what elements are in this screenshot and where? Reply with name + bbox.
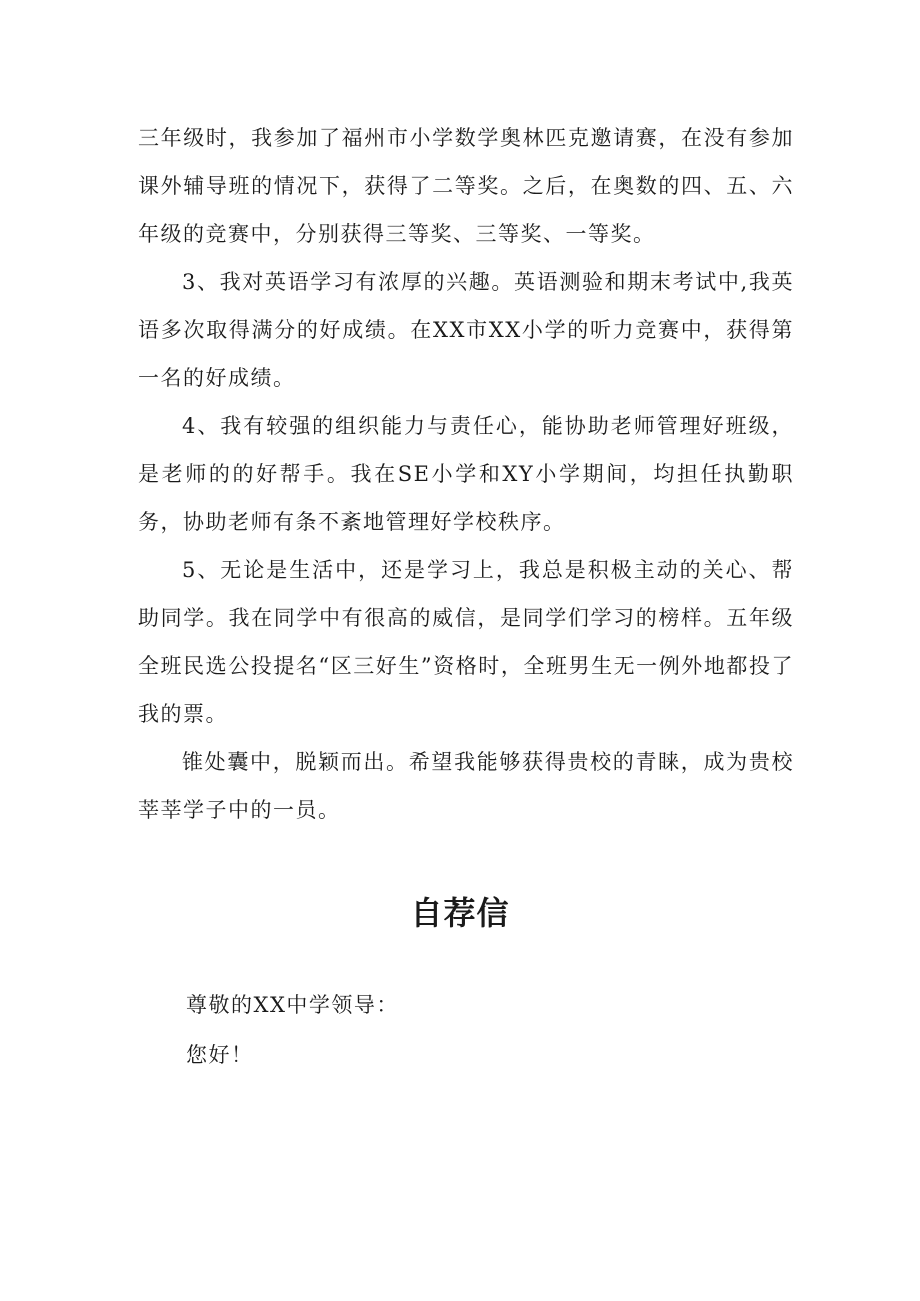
paragraph-continuation: 三年级时，我参加了福州市小学数学奥林匹克邀请赛，在没有参加课外辅导班的情况下，获得了二等奖。之后，在奥数的四、五、六年级的竞赛中，分别获得三等奖、三等奖、一等奖。: [138, 126, 794, 246]
letter-opening: [186, 980, 786, 1080]
paragraph-english: 3、我对英语学习有浓厚的兴趣。英语测验和期末考试中,我英语多次取得满分的好成绩。在XX市XX小学的听力竞赛中，获得第一名的好成绩。: [138, 270, 794, 390]
paragraph-closing: 锥处囊中，脱颖而出。希望我能够获得贵校的青睐，成为贵校莘莘学子中的一员。: [138, 750, 794, 822]
section-title: 自荐信: [410, 894, 510, 932]
greeting: 您好！: [186, 1043, 254, 1067]
document-body: [138, 114, 794, 834]
paragraph-helping-classmates: 5、无论是生活中，还是学习上，我总是积极主动的关心、帮助同学。我在同学中有很高的威信，是同学们学习的榜样。五年级全班民选公投提名“区三好生”资格时，全班男生无一例外地都投了我的票。: [138, 558, 794, 726]
salutation: 尊敬的XX中学领导：: [186, 993, 399, 1017]
paragraph-organization: 4、我有较强的组织能力与责任心，能协助老师管理好班级，是老师的的好帮手。我在SE小学和XY小学期间，均担任执勤职务，协助老师有条不紊地管理好学校秩序。: [138, 414, 794, 534]
